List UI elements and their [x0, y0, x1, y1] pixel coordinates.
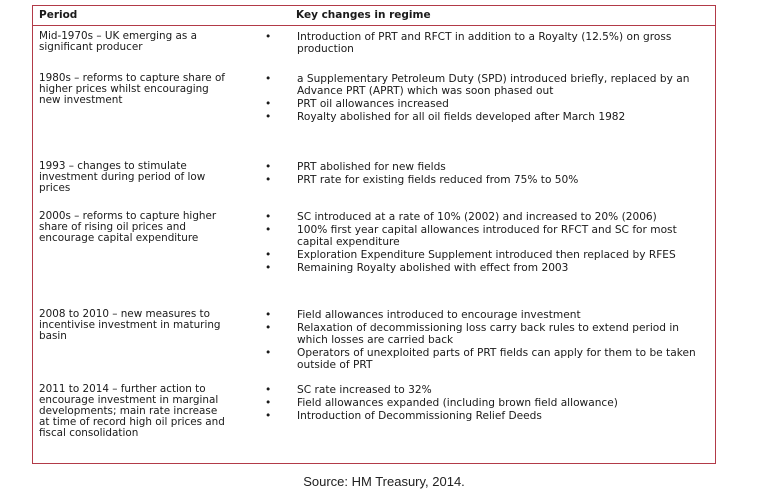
table-header	[33, 6, 715, 26]
list-item: • Royalty abolished for all oil fields developed after March 1982	[265, 111, 709, 123]
header-period: Period	[39, 9, 78, 21]
header-key-changes: Key changes in regime	[296, 9, 431, 21]
changes-list	[265, 384, 709, 423]
changes-list	[265, 31, 709, 56]
list-item: • SC rate increased to 32%	[265, 384, 709, 396]
list-item: • SC introduced at a rate of 10% (2002) and increased to 20% (2006)	[265, 211, 709, 223]
source-caption: Source: HM Treasury, 2014.	[303, 474, 465, 489]
list-item: • Exploration Expenditure Supplement introduced then replaced by RFES	[265, 249, 709, 261]
list-item: • PRT oil allowances increased	[265, 98, 709, 110]
list-item: • PRT rate for existing fields reduced from 75% to 50%	[265, 174, 709, 186]
period-cell: Mid-1970s – UK emerging as a significant producer	[39, 30, 197, 53]
list-item: • Remaining Royalty abolished with effect from 2003	[265, 262, 709, 274]
period-cell: 1993 – changes to stimulate investment during period of low prices	[39, 160, 206, 194]
period-cell: 2000s – reforms to capture higher share of rising oil prices and encourage capital expenditure	[39, 210, 217, 244]
changes-list	[265, 73, 709, 124]
list-item: • PRT abolished for new fields	[265, 161, 709, 173]
changes-list	[265, 309, 709, 372]
list-item: • Field allowances expanded (including brown field allowance)	[265, 397, 709, 409]
changes-list	[265, 211, 709, 275]
period-cell: 2008 to 2010 – new measures to incentivise investment in maturing basin	[39, 308, 221, 342]
list-item: • 100% first year capital allowances introduced for RFCT and SC for most capital expenditure	[265, 224, 709, 248]
period-cell: 1980s – reforms to capture share of higher prices whilst encouraging new investment	[39, 72, 225, 106]
list-item: • Introduction of PRT and RFCT in addition to a Royalty (12.5%) on gross production	[265, 31, 709, 55]
changes-list	[265, 161, 709, 187]
list-item: • a Supplementary Petroleum Duty (SPD) introduced briefly, replaced by an Advance PRT (APRT) which was soon phased out	[265, 73, 709, 97]
list-item: • Relaxation of decommissioning loss carry back rules to extend period in which losses are carried back	[265, 322, 709, 346]
list-item: • Field allowances introduced to encourage investment	[265, 309, 709, 321]
list-item: • Introduction of Decommissioning Relief Deeds	[265, 410, 709, 422]
period-cell: 2011 to 2014 – further action to encourage investment in marginal developments; main rate increase at time of record high oil prices and fiscal consolidation	[39, 383, 225, 439]
regime-table	[32, 5, 716, 464]
list-item: • Operators of unexploited parts of PRT fields can apply for them to be taken outside of PRT	[265, 347, 709, 371]
